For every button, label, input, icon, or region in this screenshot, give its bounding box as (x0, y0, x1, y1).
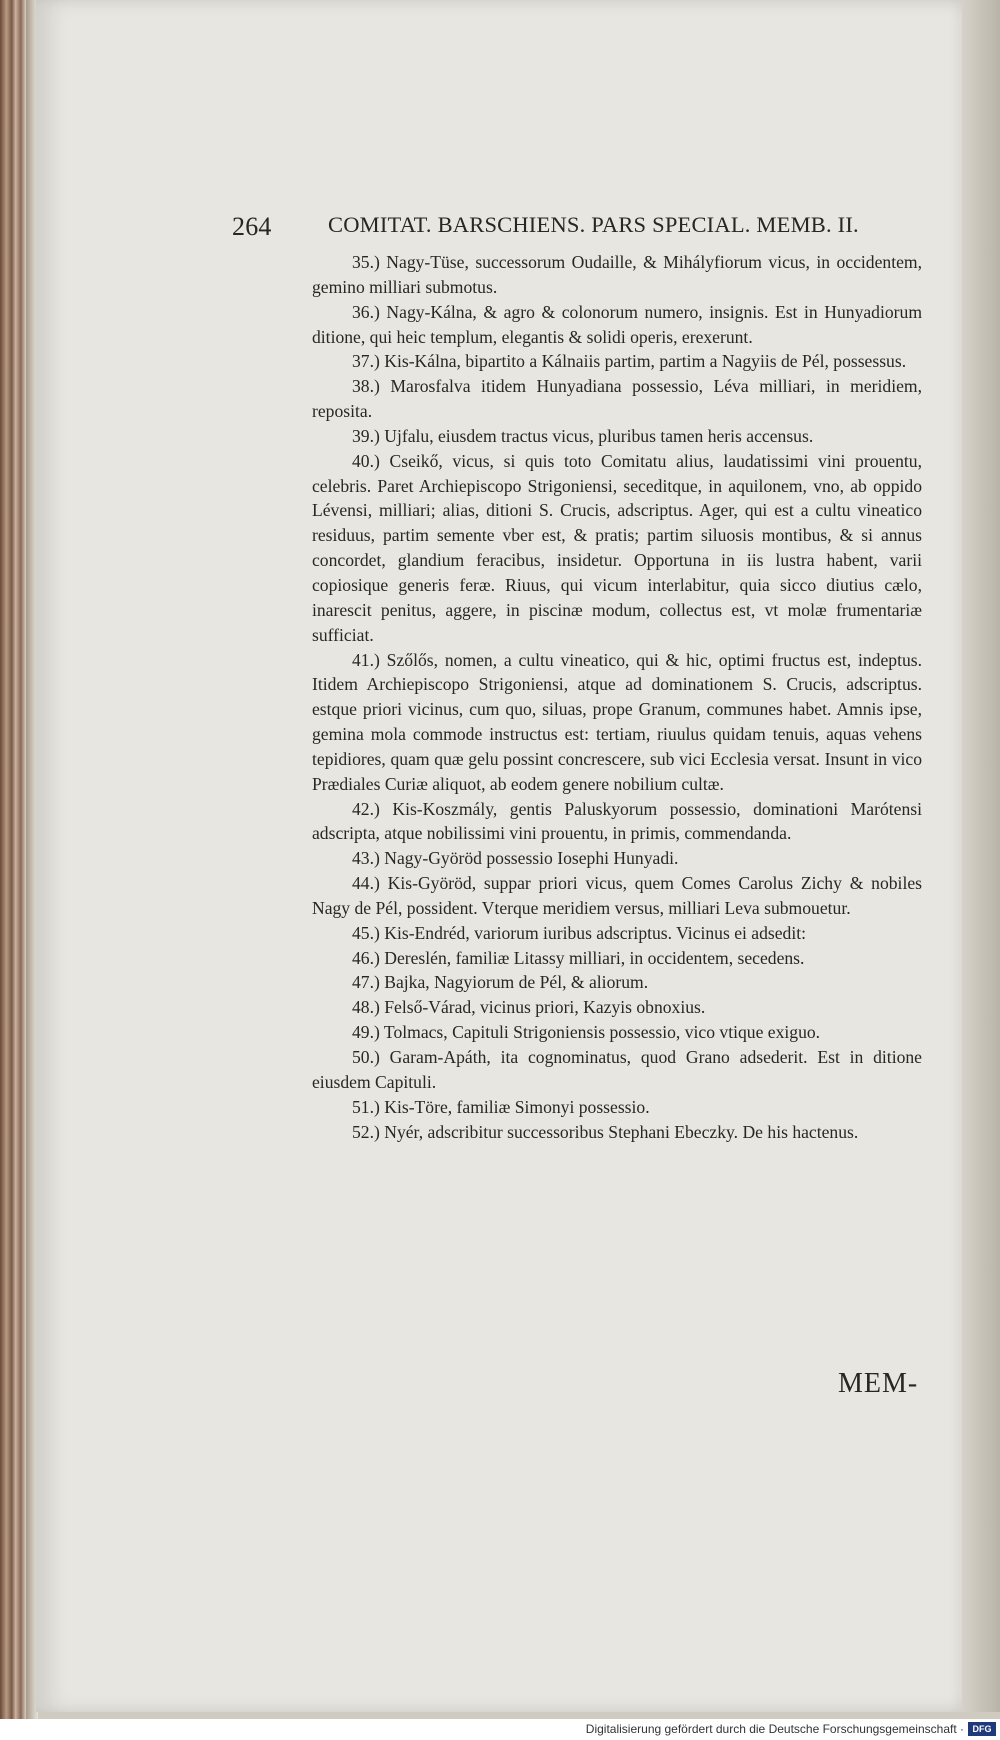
entry-36: 36.) Nagy-Kálna, & agro & colonorum numero, insignis. Est in Hunyadiorum ditione, qui heic templum, elegantis & solidi operis, erexerunt. (312, 301, 922, 347)
entry-47: 47.) Bajka, Nagyiorum de Pél, & aliorum. (352, 972, 649, 993)
running-title: COMITAT. BARSCHIENS. PARS SPECIAL. MEMB. II. (328, 212, 859, 237)
page-stack-edge (962, 0, 1000, 1712)
entry-49: 49.) Tolmacs, Capituli Strigoniensis possessio, vico vtique exiguo. (352, 1022, 821, 1043)
entry-45: 45.) Kis-Endréd, variorum iuribus adscriptus. Vicinus ei adsedit: (352, 922, 807, 943)
entry-43: 43.) Nagy-Györöd possessio Iosephi Hunyadi. (352, 848, 679, 869)
entry-41: 41.) Szőlős, nomen, a cultu vineatico, qui & hic, optimi fructus est, indeptus. Itidem Archiepiscopo Strigoniensi, atque ad dominationem S. Crucis, adscriptus. estque priori vicinus, cum quo, siluas, prope Granum, communes habet. Amnis ipse, gemina mola commode instructus est: tertiam, riuulus quidam tenuis, aquas vehens tepidiores, quam quæ gelu possint concrescere, sub vici Ecclesia versat. Insunt in vico Prædiales Curiæ aliquot, ab eodem genere nobilium cultæ. (312, 649, 922, 794)
text-body (312, 250, 922, 1144)
entry-38: 38.) Marosfalva itidem Hunyadiana possessio, Léva milliari, in meridiem, reposita. (312, 376, 922, 422)
entry-46: 46.) Dereslén, familiæ Litassy milliari, in occidentem, secedens. (352, 947, 805, 968)
entry-50: 50.) Garam-Apáth, ita cognominatus, quod Grano adsederit. Est in ditione eiusdem Capituli. (312, 1047, 922, 1092)
entry-51: 51.) Kis-Töre, familiæ Simonyi possessio. (352, 1096, 650, 1117)
entry-37: 37.) Kis-Kálna, bipartito a Kálnaiis partim, partim a Nagyiis de Pél, possessus. (352, 351, 907, 372)
digitization-footer (0, 1719, 1000, 1740)
entry-35: 35.) Nagy-Tüse, successorum Oudaille, & Mihályfiorum vicus, in occidentem, gemino milliari submotus. (312, 252, 922, 297)
entry-42: 42.) Kis-Koszmály, gentis Paluskyorum possessio, dominationi Marótensi adscripta, atque nobilissimi vini prouentu, in primis, commendanda. (312, 798, 922, 844)
entry-39: 39.) Ujfalu, eiusdem tractus vicus, pluribus tamen heris accensus. (352, 425, 814, 446)
entry-40: 40.) Cseikő, vicus, si quis toto Comitatu alius, laudatissimi vini prouentu, celebris. Paret Archiepiscopo Strigoniensi, seceditque, in aquilonem, vno, ab oppido Lévensi, milliari; alias, ditioni S. Crucis, adscriptus. Ager, qui est a cultu vineatico residuus, partim semente vber est, & pratis; partim siluosis montibus, & si annus concordet, glandium feracibus, insidetur. Opportuna in iis lustra habent, varii copiosique generis feræ. Riuus, qui vicum interlabitur, quia sicco diutius cælo, inarescit penitus, aggere, in piscinæ modum, collectus est, vt molæ frumentariæ sufficiat. (312, 450, 922, 645)
funding-credit: Digitalisierung gefördert durch die Deutsche Forschungsgemeinschaft · (585, 1722, 964, 1736)
entry-48: 48.) Felső-Várad, vicinus priori, Kazyis obnoxius. (352, 997, 706, 1018)
catchword: MEM- (838, 1368, 919, 1399)
entry-44: 44.) Kis-Györöd, suppar priori vicus, quem Comes Carolus Zichy & nobiles Nagy de Pél, possident. Vterque meridiem versus, milliari Leva submouetur. (312, 873, 922, 918)
page-number: 264 (232, 212, 272, 241)
book-spine (0, 0, 26, 1740)
dfg-logo-icon: DFG (968, 1722, 996, 1736)
entry-52: 52.) Nyér, adscribitur successoribus Stephani Ebeczky. De his hactenus. (352, 1121, 859, 1142)
